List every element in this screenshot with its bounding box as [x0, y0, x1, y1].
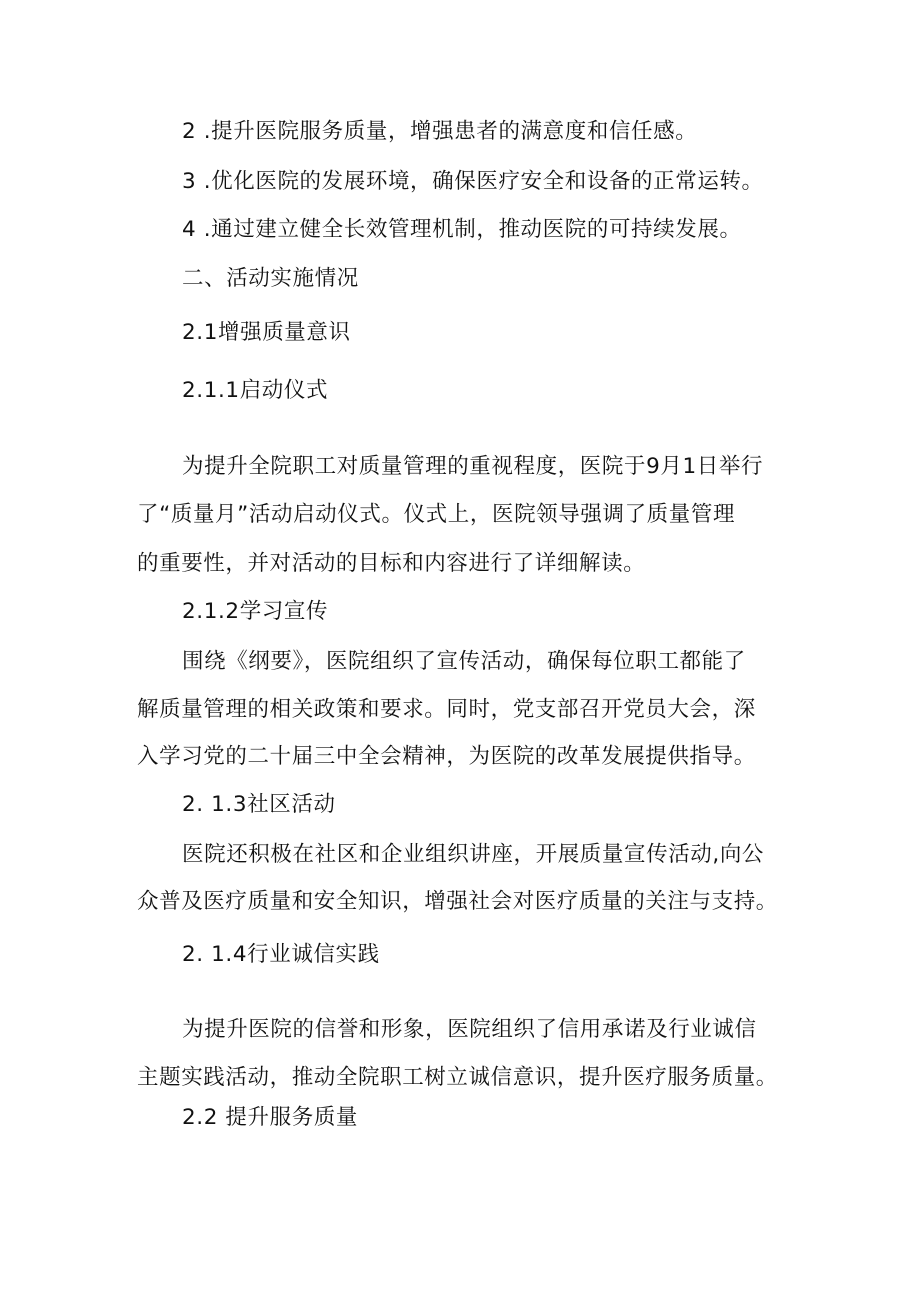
subsubsection-heading: 2.1.1启动仪式: [182, 378, 329, 403]
subsection-heading: 2.1增强质量意识: [182, 320, 351, 345]
paragraph-line: 入学习党的二十届三中全会精神，为医院的改革发展提供指导。: [137, 744, 756, 769]
paragraph-line: 医院还积极在社区和企业组织讲座，开展质量宣传活动,向公: [182, 842, 765, 867]
subsubsection-heading: 2.1.2学习宣传: [182, 599, 329, 624]
goal-item-4: 4 .通过建立健全长效管理机制，推动医院的可持续发展。: [182, 217, 742, 242]
paragraph-line: 了“质量月”活动启动仪式。仪式上，医院领导强调了质量管理: [137, 502, 736, 527]
subsection-heading: 2.2 提升服务质量: [182, 1105, 359, 1130]
paragraph-line: 众普及医疗质量和安全知识，增强社会对医疗质量的关注与支持。: [137, 889, 778, 914]
paragraph-line: 为提升全院职工对质量管理的重视程度，医院于9月1日举行: [182, 454, 764, 479]
paragraph-line: 为提升医院的信誉和形象，医院组织了信用承诺及行业诚信: [182, 1017, 757, 1042]
goal-item-2: 2 .提升医院服务质量，增强患者的满意度和信任感。: [182, 119, 698, 144]
paragraph-line: 围绕《纲要》，医院组织了宣传活动，确保每位职工都能了: [182, 649, 746, 674]
subsubsection-heading: 2. 1.3社区活动: [182, 792, 336, 817]
paragraph-line: 主题实践活动，推动全院职工树立诚信意识，提升医疗服务质量。: [137, 1065, 778, 1090]
subsubsection-heading: 2. 1.4行业诚信实践: [182, 942, 380, 967]
section-heading: 二、活动实施情况: [182, 266, 359, 291]
paragraph-line: 解质量管理的相关政策和要求。同时，党支部召开党员大会，深: [137, 697, 756, 722]
paragraph-line: 的重要性，并对活动的目标和内容进行了详细解读。: [137, 551, 646, 576]
goal-item-3: 3 .优化医院的发展环境，确保医疗安全和设备的正常运转。: [182, 169, 764, 194]
